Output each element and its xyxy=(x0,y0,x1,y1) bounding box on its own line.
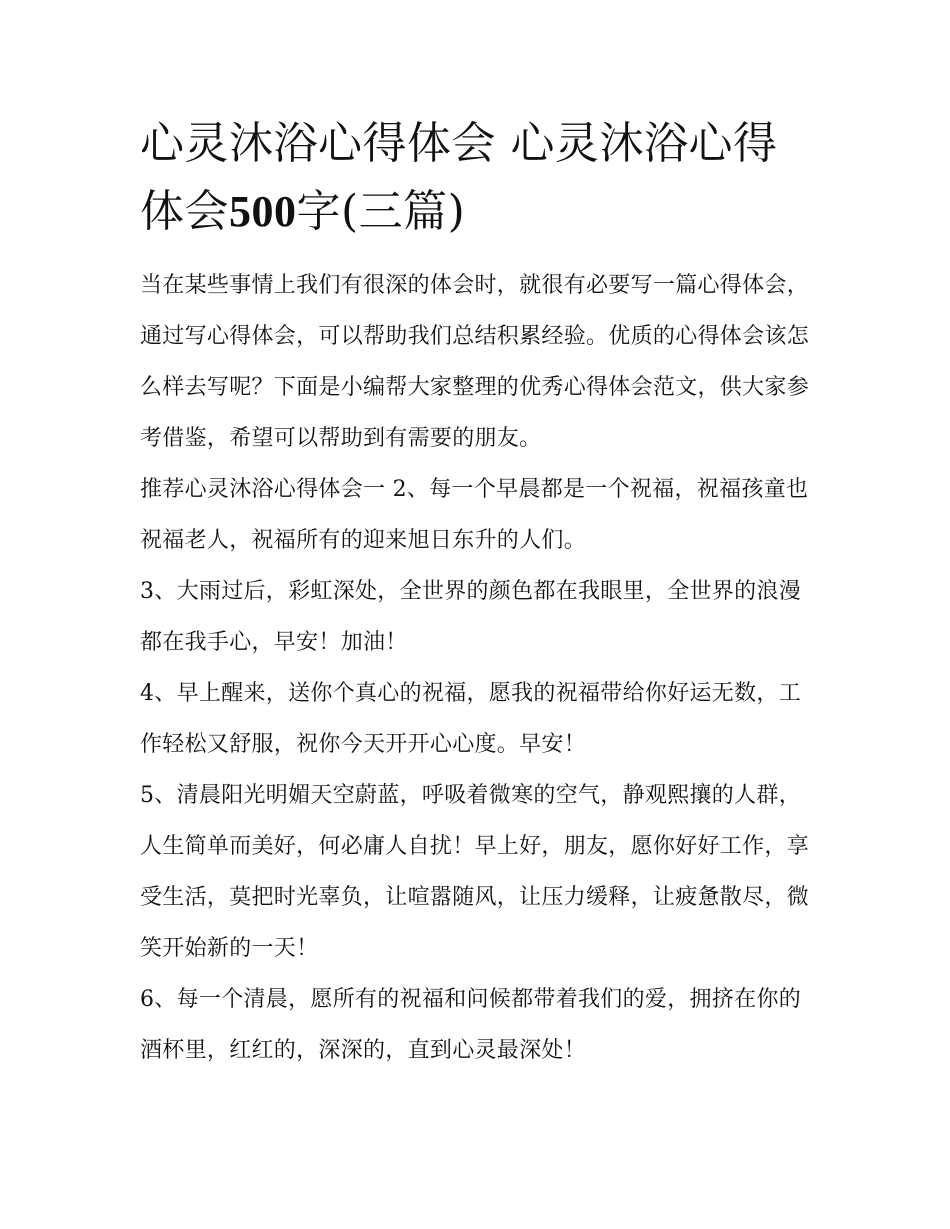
body-paragraph-3: 3、大雨过后，彩虹深处，全世界的颜色都在我眼里，全世界的浪漫都在我手心，早安！加油！ xyxy=(140,579,801,655)
body-paragraph-5: 5、清晨阳光明媚天空蔚蓝，呼吸着微寒的空气，静观熙攘的人群，人生简单而美好，何必庸人自扰！早上好，朋友，愿你好好工作，享受生活，莫把时光辜负，让喧嚣随风，让压力缓释，让疲惫散尽，微笑开始新的一天！ xyxy=(140,783,810,961)
body-paragraph-2: 推荐心灵沐浴心得体会一 2、每一个早晨都是一个祝福，祝福孩童也祝福老人，祝福所有的迎来旭日东升的人们。 xyxy=(140,477,809,553)
document-title xyxy=(140,110,820,246)
document-page xyxy=(140,110,820,1076)
title-number: 500 xyxy=(229,187,297,236)
title-suffix: 字(三篇) xyxy=(296,186,466,237)
body-paragraph-4: 4、早上醒来，送你个真心的祝福，愿我的祝福带给你好运无数，工作轻松又舒服，祝你今天开开心心度。早安！ xyxy=(140,681,801,757)
intro-paragraph: 当在某些事情上我们有很深的体会时，就很有必要写一篇心得体会，通过写心得体会，可以帮助我们总结积累经验。优质的心得体会该怎么样去写呢？下面是小编帮大家整理的优秀心得体会范文，供大家参考借鉴，希望可以帮助到有需要的朋友。 xyxy=(140,273,810,451)
body-paragraph-6: 6、每一个清晨，愿所有的祝福和问候都带着我们的爱，拥挤在你的酒杯里，红红的，深深的，直到心灵最深处！ xyxy=(140,987,801,1063)
title-text: 心灵沐浴心得体会 心灵沐浴心得体会 xyxy=(140,118,778,237)
